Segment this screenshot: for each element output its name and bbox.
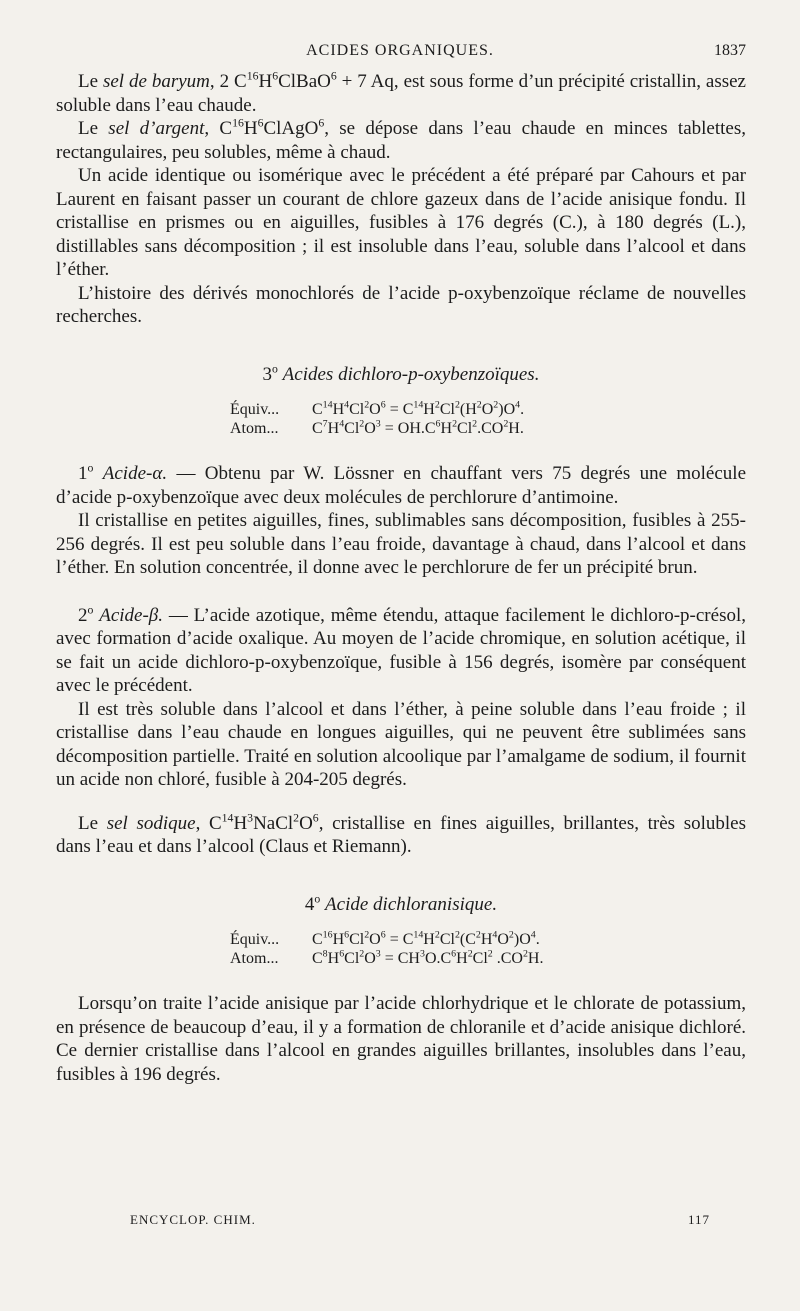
formula-block-dichloro bbox=[56, 400, 746, 438]
paragraph-acid-alpha: 1$^o$ Acide-α. — Obtenu par W. Lössner en chauffant vers 75 degrés une molécule d’acide p-oxybenzoïque avec deux molécules de perchlorure d’antimoine. bbox=[56, 461, 747, 508]
formula-equiv: Équiv... $C^{16}H^6Cl^2O^6 = C^{14}H^2Cl^2(C^2H^4O^2)O^4$. bbox=[230, 929, 540, 948]
running-title: ACIDES ORGANIQUES. bbox=[306, 42, 494, 59]
section-heading-dichloro: 3$^o$ Acides dichloro-p-oxybenzoïques. bbox=[262, 362, 540, 385]
formula-equiv: Équiv... $C^{14}H^4Cl^2O^6 = C^{14}H^2Cl^2(H^2O^2)O^4$. bbox=[230, 399, 525, 418]
paragraph-barium-salt: Le sel de baryum, 2 $C^{16}H^6ClBaO^6 + 7$ Aq, est sous forme d’un précipité cristallin, assez soluble dans l’eau chaude. bbox=[56, 69, 746, 116]
section-heading-dichloranisic: 4$^o$ Acide dichloranisique. bbox=[304, 892, 498, 915]
footer-sheet-number: 117 bbox=[687, 1212, 710, 1227]
page-number: 1837 bbox=[714, 42, 746, 59]
paragraph-anisic-treatment: Lorsqu’on traite l’acide anisique par l’acide chlorhydrique et le chlorate de potassium, en présence de beaucoup d’eau, il y a formation de chloranile et d’acide anisique dichloré. Ce dernier cristallise dans l’alcool en grandes aiguilles brillantes, insolubles dans l’eau, fusibles à 196 degrés. bbox=[56, 993, 746, 1085]
formula-atom: Atom... $C^7H^4Cl^2O^3 = OH.C^6H^2Cl^2.CO^2H$. bbox=[230, 418, 524, 437]
page-body bbox=[56, 70, 746, 1086]
formula-atom: Atom... $C^8H^6Cl^2O^3 = CH^3O.C^6H^2Cl^2$ $.CO^2H$. bbox=[230, 948, 544, 967]
running-header bbox=[60, 42, 746, 66]
page-footer bbox=[130, 1212, 710, 1228]
paragraph-monochloro-history: L’histoire des dérivés monochlorés de l’acide p-oxybenzoïque réclame de nouvelles recherches. bbox=[56, 282, 746, 327]
paragraph-sodium-salt: Le sel sodique, $C^{14}H^3NaCl^2O^6$, cristallise en fines aiguilles, brillantes, très solubles dans l’eau et dans l’alcool (Claus et Riemann). bbox=[56, 811, 746, 857]
footer-signature: ENCYCLOP. CHIM. bbox=[130, 1212, 256, 1227]
paragraph-beta-properties: Il est très soluble dans l’alcool et dans l’éther, à peine soluble dans l’eau froide ; il cristallise dans l’eau chaude en longues aiguilles, qui ne peuvent être sublimées sans décomposition partielle. Traité en solution alcoolique par l’amalgame de sodium, il fournit un acide non chloré, fusible à 204-205 degrés. bbox=[56, 698, 746, 790]
paragraph-alpha-properties: Il cristallise en petites aiguilles, fines, sublimables sans décomposition, fusibles à 255-256 degrés. Il est peu soluble dans l’eau froide, davantage à chaud, dans l’alcool et dans l’éther. En solution concentrée, il donne avec le perchlorure de fer un précipité brun. bbox=[56, 510, 746, 578]
paragraph-acid-beta: 2$^o$ Acide-β. — L’acide azotique, même étendu, attaque facilement le dichloro-p-crésol, avec formation d’acide oxalique. Au moyen de l’acide chromique, en solution acétique, il se fait un acide dichloro-p-oxybenzoïque, fusible à 156 degrés, isomère par conséquent avec le précédent. bbox=[56, 603, 746, 696]
paragraph-silver-salt: Le sel d’argent, $C^{16}H^6ClAgO^6$, se dépose dans l’eau chaude en minces tablettes, rectangulaires, peu solubles, même à chaud. bbox=[56, 116, 746, 163]
paragraph-isomer-acid: Un acide identique ou isomérique avec le précédent a été préparé par Cahours et par Laurent en faisant passer un courant de chlore gazeux dans de l’acide anisique fondu. Il cristallise en prismes ou en aiguilles, fusibles à 176 degrés (C.), à 180 degrés (L.), distillables sans décomposition ; il est insoluble dans l’eau, soluble dans l’alcool et dans l’éther. bbox=[56, 165, 746, 280]
formula-block-dichloranisic bbox=[56, 930, 746, 968]
